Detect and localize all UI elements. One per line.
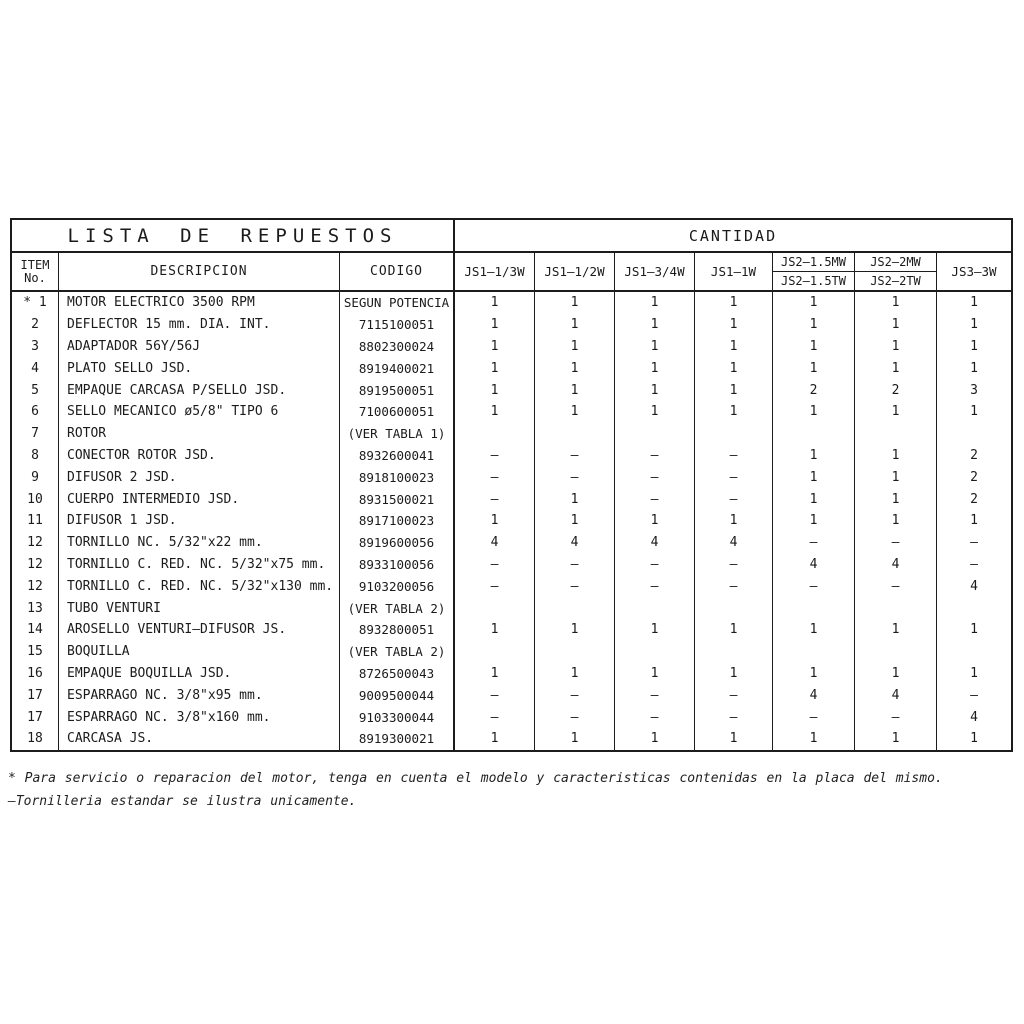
table-row xyxy=(12,336,1011,358)
quantity-model-5: 4 xyxy=(855,554,937,576)
part-description: ROTOR xyxy=(59,423,340,445)
quantity-model-1: 1 xyxy=(535,314,615,336)
quantity-model-1: – xyxy=(535,554,615,576)
part-description: DEFLECTOR 15 mm. DIA. INT. xyxy=(59,314,340,336)
quantity-model-2: 1 xyxy=(615,379,695,401)
quantity-model-3: – xyxy=(695,466,773,488)
quantity-model-4 xyxy=(773,597,855,619)
quantity-model-3: 1 xyxy=(695,510,773,532)
quantity-model-3 xyxy=(695,597,773,619)
table-row xyxy=(12,292,1011,314)
quantity-model-6 xyxy=(937,423,1011,445)
quantity-model-1: – xyxy=(535,684,615,706)
quantity-model-5: 1 xyxy=(855,401,937,423)
model-label-bottom: JS2–2TW xyxy=(870,274,921,288)
quantity-model-3: – xyxy=(695,488,773,510)
quantity-model-5 xyxy=(855,641,937,663)
quantity-model-6: 2 xyxy=(970,469,978,485)
table-row xyxy=(12,357,1011,379)
quantity-model-4: 1 xyxy=(773,488,855,510)
quantity-model-2: – xyxy=(615,684,695,706)
part-code: 8726500043 xyxy=(340,663,455,685)
quantity-model-3: 1 xyxy=(695,379,773,401)
item-header-line2: No. xyxy=(24,270,46,285)
quantity-model-2: – xyxy=(615,445,695,467)
quantity-model-0: 1 xyxy=(455,619,535,641)
item-number: 12 xyxy=(12,554,59,576)
part-code: SEGUN POTENCIA xyxy=(340,292,455,314)
part-code: 8919500051 xyxy=(340,379,455,401)
quantity-model-2: 1 xyxy=(615,292,695,314)
quantity-model-1: 4 xyxy=(535,532,615,554)
quantity-model-1 xyxy=(535,597,615,619)
quantity-model-0: 1 xyxy=(455,510,535,532)
quantity-model-6: 1 xyxy=(970,665,978,681)
part-code: 8932800051 xyxy=(340,619,455,641)
part-code: 8932600041 xyxy=(340,445,455,467)
part-code: 8933100056 xyxy=(340,554,455,576)
quantity-model-1 xyxy=(535,641,615,663)
quantity-model-5: 2 xyxy=(855,379,937,401)
quantity-model-5 xyxy=(855,597,937,619)
quantity-model-5: 1 xyxy=(855,619,937,641)
quantity-model-4: 1 xyxy=(773,728,855,750)
quantity-model-5: 1 xyxy=(855,510,937,532)
part-code: (VER TABLA 2) xyxy=(340,641,455,663)
quantity-model-3 xyxy=(695,423,773,445)
item-number: 15 xyxy=(12,641,59,663)
quantity-model-0: – xyxy=(455,488,535,510)
table-row xyxy=(12,401,1011,423)
quantity-model-3: – xyxy=(695,575,773,597)
quantity-model-0: 1 xyxy=(455,336,535,358)
quantity-model-2 xyxy=(615,641,695,663)
quantity-model-1: 1 xyxy=(535,488,615,510)
quantity-model-2: 1 xyxy=(615,510,695,532)
part-description: MOTOR ELECTRICO 3500 RPM xyxy=(59,292,340,314)
item-number: 11 xyxy=(12,510,59,532)
quantity-model-5: – xyxy=(855,532,937,554)
quantity-model-2: – xyxy=(615,575,695,597)
quantity-model-2: 1 xyxy=(615,401,695,423)
quantity-model-4: 1 xyxy=(773,510,855,532)
quantity-model-1 xyxy=(535,423,615,445)
table-row xyxy=(12,423,1011,445)
parts-table xyxy=(10,218,1013,752)
quantity-model-5: 1 xyxy=(855,336,937,358)
quantity-model-1: 1 xyxy=(535,510,615,532)
quantity-model-0: – xyxy=(455,445,535,467)
quantity-model-5 xyxy=(855,423,937,445)
part-code: (VER TABLA 1) xyxy=(340,423,455,445)
part-description: BOQUILLA xyxy=(59,641,340,663)
item-number: 5 xyxy=(12,379,59,401)
quantity-model-1: 1 xyxy=(535,336,615,358)
item-number: 12 xyxy=(12,532,59,554)
part-code: 8919300021 xyxy=(340,728,455,750)
part-code: 8918100023 xyxy=(340,466,455,488)
quantity-model-0: 1 xyxy=(455,728,535,750)
quantity-model-5: 1 xyxy=(855,357,937,379)
quantity-model-4: 1 xyxy=(773,663,855,685)
quantity-model-4 xyxy=(773,423,855,445)
part-code: 9103300044 xyxy=(340,706,455,728)
part-code: 9103200056 xyxy=(340,575,455,597)
part-description: DIFUSOR 2 JSD. xyxy=(59,466,340,488)
quantity-model-5: 1 xyxy=(855,663,937,685)
item-number: 8 xyxy=(12,445,59,467)
quantity-model-5: 1 xyxy=(855,488,937,510)
column-header-item xyxy=(12,253,59,290)
quantity-model-6: 1 xyxy=(970,731,978,747)
quantity-model-4: 2 xyxy=(773,379,855,401)
part-code: 7100600051 xyxy=(340,401,455,423)
quantity-model-6 xyxy=(937,597,1011,619)
item-number: 14 xyxy=(12,619,59,641)
quantity-model-0 xyxy=(455,597,535,619)
quantity-model-5: – xyxy=(855,706,937,728)
part-description: TUBO VENTURI xyxy=(59,597,340,619)
quantity-model-1: 1 xyxy=(535,379,615,401)
table-row xyxy=(12,663,1011,685)
quantity-model-4: 1 xyxy=(773,292,855,314)
quantity-model-1: – xyxy=(535,575,615,597)
quantity-model-3: 1 xyxy=(695,619,773,641)
quantity-model-3 xyxy=(695,641,773,663)
quantity-model-0: 1 xyxy=(455,314,535,336)
column-header-model-3: JS1–1W xyxy=(695,253,773,290)
quantity-model-4 xyxy=(773,641,855,663)
part-description: EMPAQUE BOQUILLA JSD. xyxy=(59,663,340,685)
column-header-model-6: JS3–3W xyxy=(951,264,997,279)
quantity-model-0: 1 xyxy=(455,292,535,314)
part-description: EMPAQUE CARCASA P/SELLO JSD. xyxy=(59,379,340,401)
model-label-top: JS2–2MW xyxy=(855,253,936,272)
table-row xyxy=(12,314,1011,336)
quantity-model-4: – xyxy=(773,706,855,728)
part-description: PLATO SELLO JSD. xyxy=(59,357,340,379)
part-description: ADAPTADOR 56Y/56J xyxy=(59,336,340,358)
quantity-model-6: 1 xyxy=(970,404,978,420)
quantity-model-6: 1 xyxy=(970,338,978,354)
table-row xyxy=(12,445,1011,467)
part-description: CARCASA JS. xyxy=(59,728,340,750)
quantity-model-0: 1 xyxy=(455,401,535,423)
quantity-model-0 xyxy=(455,641,535,663)
quantity-model-0: – xyxy=(455,554,535,576)
quantity-model-4: 1 xyxy=(773,466,855,488)
table-row xyxy=(12,379,1011,401)
quantity-model-6: 1 xyxy=(970,360,978,376)
item-number: 17 xyxy=(12,706,59,728)
quantity-model-1: – xyxy=(535,445,615,467)
table-row xyxy=(12,510,1011,532)
quantity-model-2: 1 xyxy=(615,336,695,358)
table-row xyxy=(12,619,1011,641)
quantity-model-0: 1 xyxy=(455,357,535,379)
quantity-model-0 xyxy=(455,423,535,445)
column-header-codigo: CODIGO xyxy=(340,253,455,290)
quantity-model-2: – xyxy=(615,706,695,728)
table-row xyxy=(12,554,1011,576)
part-description: ESPARRAGO NC. 3/8"x95 mm. xyxy=(59,684,340,706)
quantity-model-6: 1 xyxy=(970,513,978,529)
part-description: TORNILLO NC. 5/32"x22 mm. xyxy=(59,532,340,554)
table-row xyxy=(12,466,1011,488)
quantity-model-5: 1 xyxy=(855,728,937,750)
part-code: 8917100023 xyxy=(340,510,455,532)
table-row xyxy=(12,706,1011,728)
table-body xyxy=(12,292,1011,750)
quantity-model-2: – xyxy=(615,488,695,510)
item-header-line1: ITEM xyxy=(20,257,50,272)
quantity-model-4: 1 xyxy=(773,445,855,467)
quantity-model-0: – xyxy=(455,706,535,728)
item-number: 12 xyxy=(12,575,59,597)
quantity-model-1: – xyxy=(535,466,615,488)
quantity-model-6: – xyxy=(970,556,978,572)
quantity-model-2: – xyxy=(615,466,695,488)
quantity-model-1: 1 xyxy=(535,619,615,641)
part-code: 8919400021 xyxy=(340,357,455,379)
cantidad-header: CANTIDAD xyxy=(688,226,778,245)
part-code: (VER TABLA 2) xyxy=(340,597,455,619)
quantity-model-4: 1 xyxy=(773,401,855,423)
quantity-model-6: 4 xyxy=(970,709,978,725)
quantity-model-3: – xyxy=(695,684,773,706)
quantity-model-3: – xyxy=(695,445,773,467)
column-header-descripcion: DESCRIPCION xyxy=(59,253,340,290)
quantity-model-4: – xyxy=(773,575,855,597)
item-number: 4 xyxy=(12,357,59,379)
quantity-model-0: 1 xyxy=(455,663,535,685)
part-description: TORNILLO C. RED. NC. 5/32"x130 mm. xyxy=(59,575,340,597)
footnote-motor: * Para servicio o reparacion del motor, tenga en cuenta el modelo y caracteristicas contenidas en la placa del mismo. xyxy=(8,771,943,786)
column-header-model-5 xyxy=(855,253,937,290)
quantity-model-3: 4 xyxy=(695,532,773,554)
part-description: DIFUSOR 1 JSD. xyxy=(59,510,340,532)
quantity-model-6: 2 xyxy=(970,447,978,463)
quantity-model-2: 1 xyxy=(615,663,695,685)
quantity-model-1: 1 xyxy=(535,728,615,750)
quantity-model-6: – xyxy=(970,535,978,551)
quantity-model-3: 1 xyxy=(695,357,773,379)
column-header-model-4 xyxy=(773,253,855,290)
footnote-tornilleria: –Tornilleria estandar se ilustra unicamente. xyxy=(8,794,357,809)
footnotes xyxy=(8,767,1008,813)
table-row xyxy=(12,684,1011,706)
part-description: ESPARRAGO NC. 3/8"x160 mm. xyxy=(59,706,340,728)
quantity-model-2: 1 xyxy=(615,314,695,336)
item-number: 7 xyxy=(12,423,59,445)
table-header-top xyxy=(12,220,1011,253)
quantity-model-3: 1 xyxy=(695,663,773,685)
quantity-model-6: 1 xyxy=(970,622,978,638)
quantity-model-3: 1 xyxy=(695,728,773,750)
quantity-model-3: 1 xyxy=(695,336,773,358)
part-description: AROSELLO VENTURI–DIFUSOR JS. xyxy=(59,619,340,641)
quantity-model-6: 1 xyxy=(970,317,978,333)
quantity-model-6: 3 xyxy=(970,382,978,398)
table-column-headers xyxy=(12,253,1011,292)
quantity-model-3: 1 xyxy=(695,292,773,314)
quantity-model-0: 4 xyxy=(455,532,535,554)
quantity-model-4: 1 xyxy=(773,619,855,641)
quantity-model-2 xyxy=(615,423,695,445)
quantity-model-3: 1 xyxy=(695,314,773,336)
item-number: 13 xyxy=(12,597,59,619)
quantity-model-6: 2 xyxy=(970,491,978,507)
quantity-model-2: 1 xyxy=(615,728,695,750)
quantity-model-5: 1 xyxy=(855,466,937,488)
quantity-model-2: 1 xyxy=(615,619,695,641)
quantity-model-0: 1 xyxy=(455,379,535,401)
item-number: 2 xyxy=(12,314,59,336)
quantity-model-3: – xyxy=(695,554,773,576)
column-header-model-2: JS1–3/4W xyxy=(615,253,695,290)
quantity-model-6: 1 xyxy=(970,295,978,311)
quantity-model-0: – xyxy=(455,466,535,488)
part-code: 9009500044 xyxy=(340,684,455,706)
quantity-model-4: – xyxy=(773,532,855,554)
item-number: 9 xyxy=(12,466,59,488)
model-label-top: JS2–1.5MW xyxy=(773,253,854,272)
part-description: CONECTOR ROTOR JSD. xyxy=(59,445,340,467)
table-row xyxy=(12,597,1011,619)
part-description: TORNILLO C. RED. NC. 5/32"x75 mm. xyxy=(59,554,340,576)
part-description: CUERPO INTERMEDIO JSD. xyxy=(59,488,340,510)
quantity-model-6 xyxy=(937,641,1011,663)
quantity-model-4: 1 xyxy=(773,336,855,358)
table-row xyxy=(12,575,1011,597)
quantity-model-5: – xyxy=(855,575,937,597)
table-title: LISTA DE REPUESTOS xyxy=(12,220,455,251)
quantity-model-0: – xyxy=(455,684,535,706)
quantity-model-2: 4 xyxy=(615,532,695,554)
quantity-model-6: – xyxy=(970,687,978,703)
part-code: 8802300024 xyxy=(340,336,455,358)
part-code: 8931500021 xyxy=(340,488,455,510)
quantity-model-6: 4 xyxy=(970,578,978,594)
quantity-model-3: – xyxy=(695,706,773,728)
quantity-model-1: 1 xyxy=(535,357,615,379)
quantity-model-0: – xyxy=(455,575,535,597)
quantity-model-4: 1 xyxy=(773,357,855,379)
item-number: 17 xyxy=(12,684,59,706)
item-number: 3 xyxy=(12,336,59,358)
quantity-model-5: 1 xyxy=(855,445,937,467)
item-number: 10 xyxy=(12,488,59,510)
quantity-model-2: – xyxy=(615,554,695,576)
table-row xyxy=(12,641,1011,663)
quantity-model-1: – xyxy=(535,706,615,728)
item-number: 16 xyxy=(12,663,59,685)
model-label-bottom: JS2–1.5TW xyxy=(780,274,847,288)
quantity-model-4: 4 xyxy=(773,684,855,706)
quantity-model-3: 1 xyxy=(695,401,773,423)
item-number: 6 xyxy=(12,401,59,423)
item-number: * 1 xyxy=(12,292,59,314)
table-row xyxy=(12,532,1011,554)
quantity-model-5: 1 xyxy=(855,292,937,314)
quantity-model-2: 1 xyxy=(615,357,695,379)
quantity-model-1: 1 xyxy=(535,292,615,314)
table-row xyxy=(12,728,1011,750)
quantity-model-1: 1 xyxy=(535,401,615,423)
part-description: SELLO MECANICO ø5/8" TIPO 6 xyxy=(59,401,340,423)
column-header-model-1: JS1–1/2W xyxy=(535,253,615,290)
quantity-model-2 xyxy=(615,597,695,619)
part-code: 8919600056 xyxy=(340,532,455,554)
quantity-model-4: 4 xyxy=(773,554,855,576)
quantity-model-5: 1 xyxy=(855,314,937,336)
table-row xyxy=(12,488,1011,510)
quantity-model-5: 4 xyxy=(855,684,937,706)
part-code: 7115100051 xyxy=(340,314,455,336)
column-header-model-0: JS1–1/3W xyxy=(455,253,535,290)
quantity-model-1: 1 xyxy=(535,663,615,685)
item-number: 18 xyxy=(12,728,59,750)
quantity-model-4: 1 xyxy=(773,314,855,336)
